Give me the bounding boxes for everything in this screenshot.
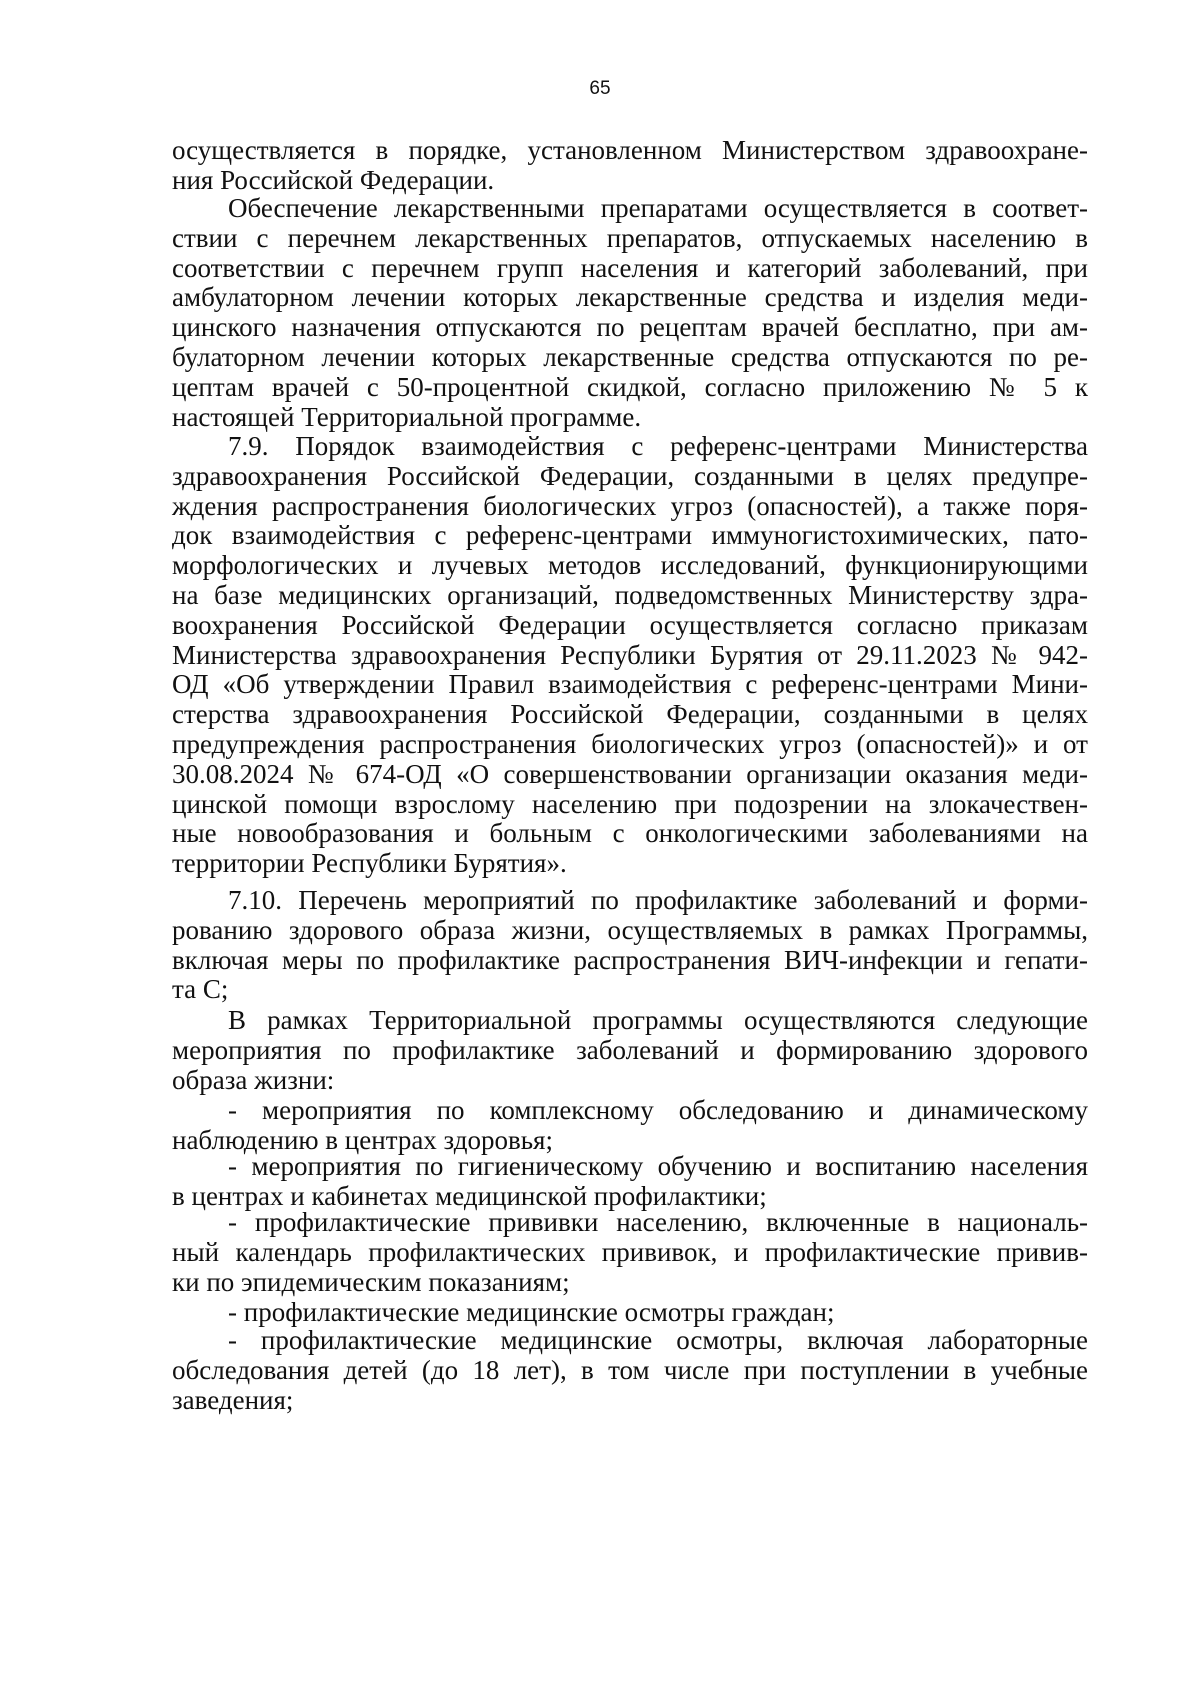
paragraph-10-line-2: обследования детей (до 18 лет), в том числе при поступлении в учебные bbox=[172, 1355, 1088, 1385]
paragraph-3-line-11: предупреждения распространения биологических угроз (опасностей)» и от bbox=[172, 729, 1088, 759]
paragraph-2-line-7: цептам врачей с 50-процентной скидкой, согласно приложению № 5 к bbox=[172, 372, 1088, 402]
paragraph-7-line-1: - мероприятия по гигиеническому обучению и воспитанию населения bbox=[228, 1151, 1088, 1181]
paragraph-1-line-2: ния Российской Федерации. bbox=[172, 165, 495, 195]
paragraph-3-line-8: Министерства здравоохранения Республики Бурятия от 29.11.2023 № 942- bbox=[172, 640, 1088, 670]
paragraph-3-line-6: на базе медицинских организаций, подведомственных Министерству здра- bbox=[172, 580, 1088, 610]
paragraph-10-line-3: заведения; bbox=[172, 1385, 294, 1415]
paragraph-2-line-1: Обеспечение лекарственными препаратами осуществляется в соответ- bbox=[228, 193, 1088, 223]
paragraph-10-line-1: - профилактические медицинские осмотры, включая лабораторные bbox=[228, 1325, 1088, 1355]
paragraph-3-line-10: стерства здравоохранения Российской Федерации, созданными в целях bbox=[172, 699, 1088, 729]
paragraph-2-line-4: амбулаторном лечении которых лекарственные средства и изделия меди- bbox=[172, 282, 1088, 312]
paragraph-3-line-9: ОД «Об утверждении Правил взаимодействия с референс-центрами Мини- bbox=[172, 669, 1088, 699]
paragraph-3-line-12: 30.08.2024 № 674-ОД «О совершенствовании организации оказания меди- bbox=[172, 759, 1088, 789]
paragraph-3-line-3: ждения распространения биологических угроз (опасностей), а также поря- bbox=[172, 491, 1088, 521]
paragraph-2-line-6: булаторном лечении которых лекарственные средства отпускаются по ре- bbox=[172, 342, 1088, 372]
paragraph-9-line-1: - профилактические медицинские осмотры граждан; bbox=[228, 1297, 835, 1327]
paragraph-4-line-4: та С; bbox=[172, 974, 229, 1004]
paragraph-4-line-2: рованию здорового образа жизни, осуществляемых в рамках Программы, bbox=[172, 915, 1088, 945]
paragraph-3-line-13: цинской помощи взрослому населению при подозрении на злокачествен- bbox=[172, 789, 1088, 819]
paragraph-4-line-3: включая меры по профилактике распространения ВИЧ-инфекции и гепати- bbox=[172, 945, 1088, 975]
paragraph-3-line-7: воохранения Российской Федерации осуществляется согласно приказам bbox=[172, 610, 1088, 640]
paragraph-5-line-2: мероприятия по профилактике заболеваний и формированию здорового bbox=[172, 1035, 1088, 1065]
paragraph-8-line-1: - профилактические прививки населению, включенные в националь- bbox=[228, 1207, 1088, 1237]
paragraph-8-line-2: ный календарь профилактических прививок, и профилактические привив- bbox=[172, 1237, 1088, 1267]
paragraph-6-line-2: наблюдению в центрах здоровья; bbox=[172, 1125, 553, 1155]
paragraph-2-line-5: цинского назначения отпускаются по рецептам врачей бесплатно, при ам- bbox=[172, 312, 1088, 342]
paragraph-2-line-8: настоящей Территориальной программе. bbox=[172, 402, 642, 432]
paragraph-5-line-3: образа жизни: bbox=[172, 1065, 335, 1095]
paragraph-3-line-5: морфологических и лучевых методов исследований, функционирующими bbox=[172, 550, 1088, 580]
paragraph-8-line-3: ки по эпидемическим показаниям; bbox=[172, 1267, 570, 1297]
paragraph-2-line-3: соответствии с перечнем групп населения и категорий заболеваний, при bbox=[172, 253, 1088, 283]
paragraph-2-line-2: ствии с перечнем лекарственных препаратов, отпускаемых населению в bbox=[172, 223, 1088, 253]
paragraph-5-line-1: В рамках Территориальной программы осуществляются следующие bbox=[228, 1005, 1088, 1035]
paragraph-3-line-1: 7.9. Порядок взаимодействия с референс-центрами Министерства bbox=[228, 431, 1088, 461]
paragraph-6-line-1: - мероприятия по комплексному обследованию и динамическому bbox=[228, 1095, 1088, 1125]
paragraph-3-line-2: здравоохранения Российской Федерации, созданными в целях предупре- bbox=[172, 461, 1088, 491]
paragraph-7-line-2: в центрах и кабинетах медицинской профилактики; bbox=[172, 1181, 767, 1211]
paragraph-3-line-15: территории Республики Бурятия». bbox=[172, 848, 567, 878]
page-number: 65 bbox=[589, 78, 611, 99]
paragraph-4-line-1: 7.10. Перечень мероприятий по профилактике заболеваний и форми- bbox=[228, 885, 1088, 915]
paragraph-3-line-14: ные новообразования и больным с онкологическими заболеваниями на bbox=[172, 818, 1088, 848]
paragraph-3-line-4: док взаимодействия с референс-центрами иммуногистохимических, пато- bbox=[172, 520, 1088, 550]
paragraph-1-line-1: осуществляется в порядке, установленном Министерством здравоохране- bbox=[172, 135, 1088, 165]
